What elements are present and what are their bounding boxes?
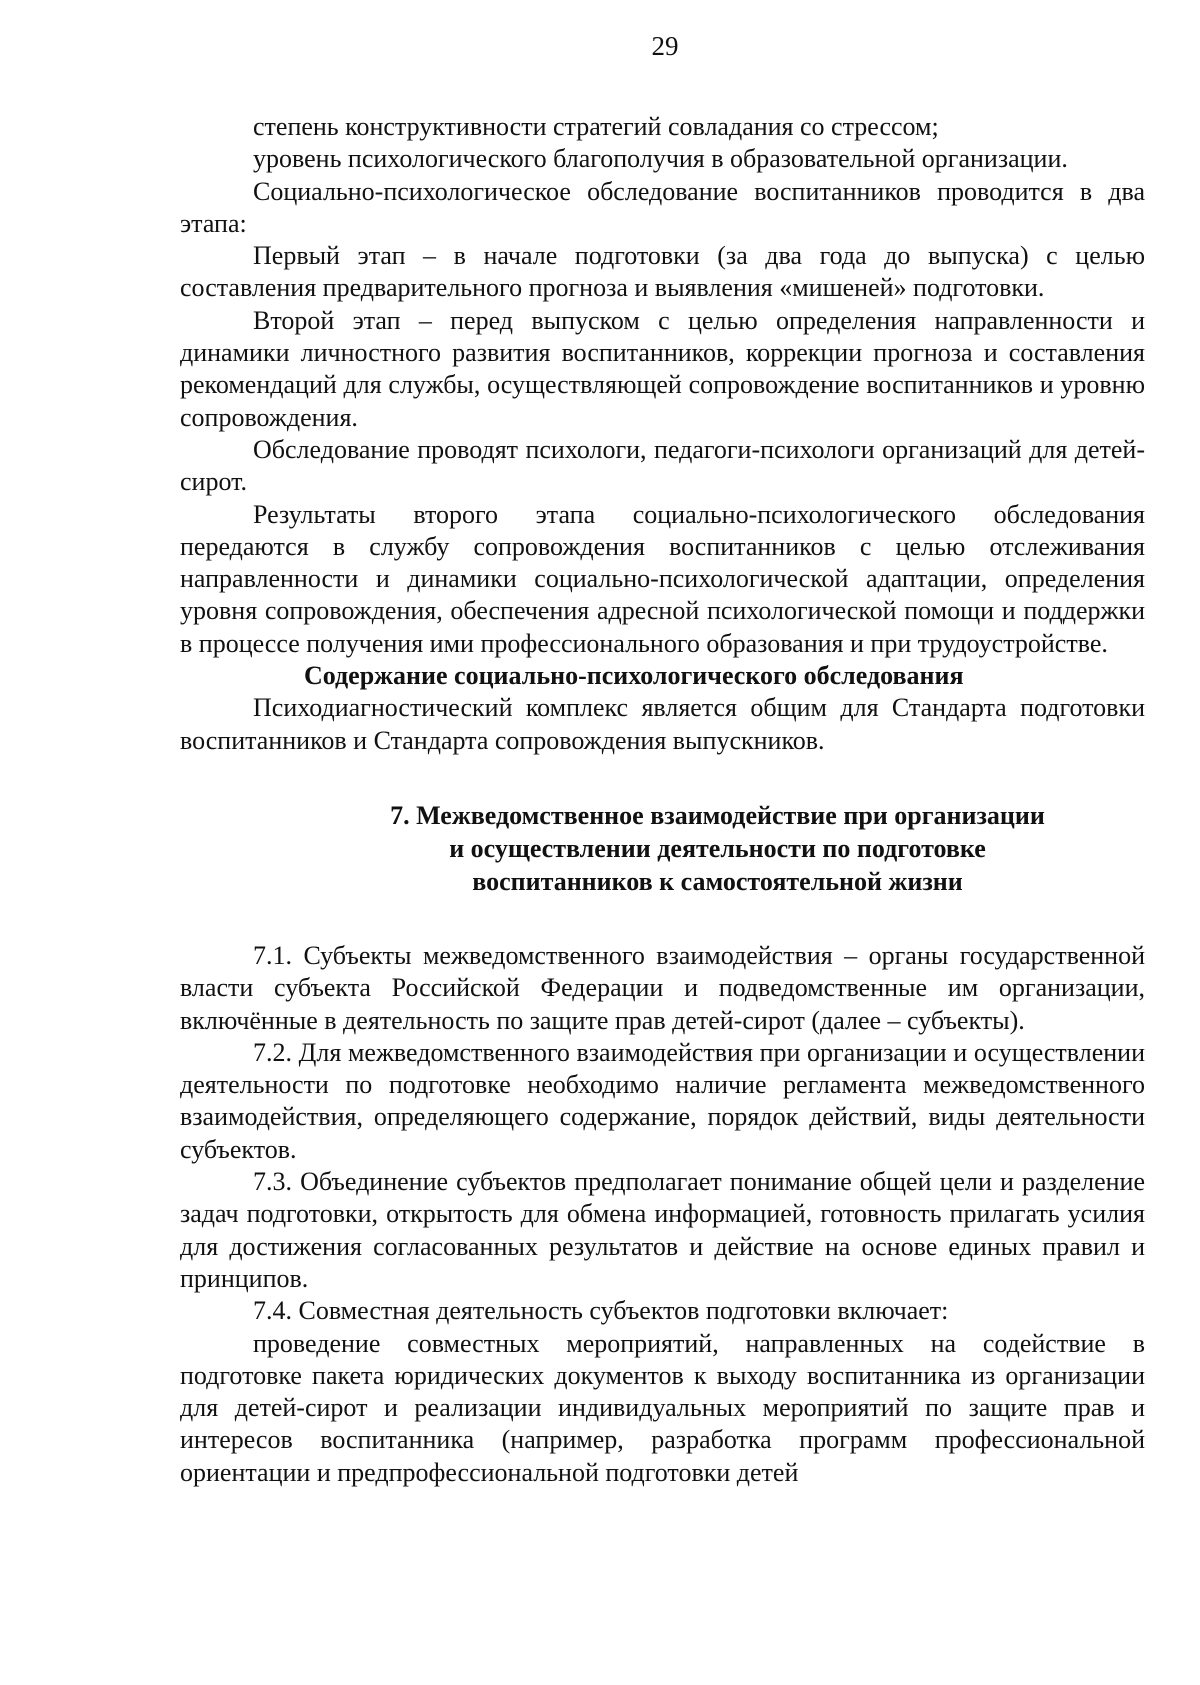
paragraph: Первый этап – в начале подготовки (за два года до выпуска) с целью составления предварительного прогноза и выявления «мишеней» подготовки. bbox=[180, 241, 1145, 303]
section-heading-line: воспитанников к самостоятельной жизни bbox=[472, 866, 963, 896]
section-paragraph: 7.4. Совместная деятельность субъектов подготовки включает: bbox=[253, 1296, 949, 1326]
section-paragraph: 7.1. Субъекты межведомственного взаимодействия – органы государственной власти субъекта Российской Федерации и подведомственные им организации, включённые в деятельность по защите прав детей-сирот (далее – субъекты). bbox=[180, 940, 1145, 1035]
paragraph: Обследование проводят психологи, педагоги-психологи организаций для детей-сирот. bbox=[180, 434, 1145, 497]
page-number: 29 bbox=[651, 31, 679, 61]
section-heading bbox=[180, 799, 1145, 898]
paragraph: Социально-психологическое обследование воспитанников проводится в два этапа: bbox=[180, 176, 1145, 238]
section-paragraph: 7.3. Объединение субъектов предполагает понимание общей цели и разделение задач подготовки, открытость для обмена информацией, готовность прилагать усилия для достижения согласованных результатов и действие на основе единых правил и принципов. bbox=[180, 1167, 1145, 1293]
paragraph: Второй этап – перед выпуском с целью определения направленности и динамики личностного развития воспитанников, коррекции прогноза и составления рекомендаций для службы, осуществляющей сопровождение воспитанников и уровню сопровождения. bbox=[180, 305, 1145, 432]
paragraph: Психодиагностический комплекс является общим для Стандарта подготовки воспитанников и Стандарта сопровождения выпускников. bbox=[180, 693, 1145, 755]
section-paragraph: проведение совместных мероприятий, направленных на содействие в подготовке пакета юридических документов к выходу воспитанника из организации для детей-сирот и реализации индивидуальных мероприятий по защите прав и интересов воспитанника (например, разработка программ профессиональной ориентации и предпрофессиональной подготовки детей bbox=[180, 1328, 1145, 1487]
section-heading-line: и осуществлении деятельности по подготовке bbox=[449, 833, 986, 863]
subheading: Содержание социально-психологического обследования bbox=[304, 661, 964, 691]
section-heading-line: 7. Межведомственное взаимодействие при организации bbox=[390, 800, 1045, 830]
paragraph: Результаты второго этапа социально-психологического обследования передаются в службу сопровождения воспитанников с целью отслеживания направленности и динамики социально-психологической адаптации, определения уровня сопровождения, обеспечения адресной психологической помощи и поддержки в процессе получения ими профессионального образования и при трудоустройстве. bbox=[180, 499, 1145, 658]
document-body bbox=[180, 111, 1145, 1489]
section-paragraph: 7.2. Для межведомственного взаимодействия при организации и осуществлении деятельности по подготовке необходимо наличие регламента межведомственного взаимодействия, определяющего содержание, порядок действий, виды деятельности субъектов. bbox=[180, 1037, 1145, 1164]
paragraph: уровень психологического благополучия в образовательной организации. bbox=[253, 144, 1068, 174]
paragraph: степень конструктивности стратегий совладания со стрессом; bbox=[253, 112, 939, 141]
